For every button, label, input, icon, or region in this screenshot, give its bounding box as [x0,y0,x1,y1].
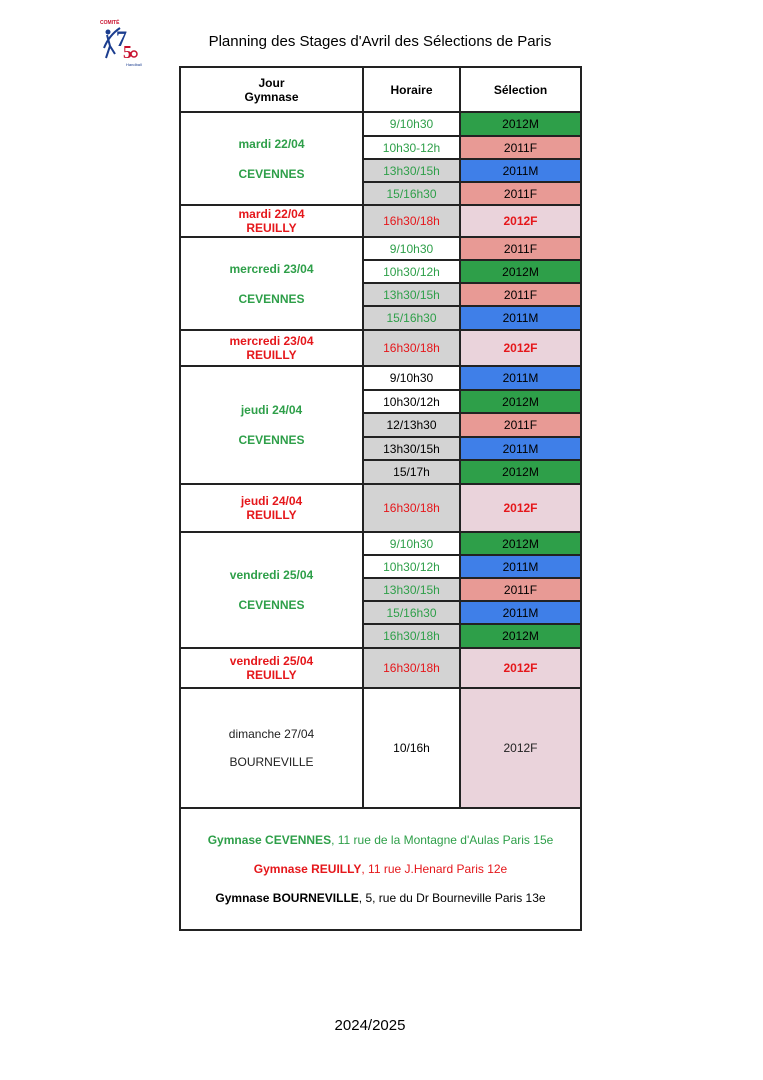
time-cell: 10h30-12h [363,136,460,159]
selection-cell: 2012F [460,484,581,532]
day-label: jeudi 24/04 [240,403,303,417]
schedule-body [180,112,581,808]
selection-cell: 2012M [460,532,581,555]
time-cell: 16h30/18h [363,624,460,648]
time-cell: 9/10h30 [363,532,460,555]
selection-cell: 2011F [460,283,581,306]
selection-cell: 2011F [460,578,581,601]
time-cell: 13h30/15h [363,159,460,182]
table-row [180,484,581,532]
day-label: mercredi 23/04 [229,334,314,348]
svg-text:7: 7 [116,26,127,51]
selection-cell: 2011M [460,601,581,624]
selection-cell: 2011M [460,437,581,460]
selection-cell: 2012F [460,330,581,366]
col-horaire: Horaire [363,67,460,112]
day-gym-cell [180,237,363,330]
table-row [180,648,581,688]
addresses-row [180,808,581,930]
svg-text:5: 5 [123,42,132,62]
selection-cell: 2012M [460,390,581,413]
day-label: mardi 22/04 [238,136,305,151]
time-cell: 9/10h30 [363,112,460,136]
time-cell: 13h30/15h [363,283,460,306]
day-label: mercredi 23/04 [229,261,314,276]
day-label: vendredi 25/04 [229,568,314,582]
time-cell: 10h30/12h [363,390,460,413]
time-cell: 16h30/18h [363,330,460,366]
selection-cell: 2012M [460,260,581,283]
col-jour-gymnase [180,67,363,112]
season-footer: 2024/2025 [334,1017,406,1034]
day-label: vendredi 25/04 [229,654,314,668]
time-cell: 12/13h30 [363,413,460,437]
time-cell: 9/10h30 [363,366,460,390]
selection-cell: 2012M [460,112,581,136]
col-jour-label: Jour [258,75,285,90]
selection-cell: 2011F [460,237,581,260]
selection-cell: 2012F [460,688,581,808]
time-cell: 10/16h [363,688,460,808]
gym-label: REUILLY [246,668,297,682]
time-cell: 9/10h30 [363,237,460,260]
time-cell: 15/16h30 [363,306,460,330]
day-gym-cell [180,688,363,808]
table-row [180,688,581,808]
day-label: dimanche 27/04 [228,727,315,741]
addresses-cell [180,808,581,930]
selection-cell: 2011F [460,182,581,205]
day-gym-cell [180,330,363,366]
time-cell: 13h30/15h [363,578,460,601]
comite-logo-icon [98,18,144,68]
day-label: mardi 22/04 [238,207,305,221]
time-cell: 16h30/18h [363,648,460,688]
table-header-row [180,67,581,112]
page-title: Planning des Stages d'Avril des Sélections de Paris [208,33,552,50]
selection-cell: 2012M [460,460,581,484]
time-cell: 15/16h30 [363,601,460,624]
time-cell: 10h30/12h [363,260,460,283]
svg-text:COMITÉ: COMITÉ [100,20,120,26]
table-row [180,366,581,390]
selection-cell: 2011M [460,366,581,390]
col-selection: Sélection [460,67,581,112]
schedule-table [179,66,582,931]
selection-cell: 2011F [460,413,581,437]
time-cell: 15/17h [363,460,460,484]
time-cell: 16h30/18h [363,205,460,237]
gym-label: REUILLY [246,348,297,362]
selection-cell: 2012F [460,205,581,237]
selection-cell: 2011F [460,136,581,159]
selection-cell: 2011M [460,159,581,182]
col-gymnase-label: Gymnase [244,89,299,104]
table-row [180,112,581,136]
gym-label: CEVENNES [238,291,305,306]
gym-label: CEVENNES [238,166,305,181]
gym-label: REUILLY [246,221,297,235]
time-cell: 10h30/12h [363,555,460,578]
table-row [180,532,581,555]
selection-cell: 2012F [460,648,581,688]
day-gym-cell [180,112,363,205]
time-cell: 15/16h30 [363,182,460,205]
selection-cell: 2011M [460,555,581,578]
gym-label: BOURNEVILLE [229,755,314,769]
gym-label: REUILLY [246,508,297,522]
svg-text:Handball: Handball [126,62,142,67]
day-gym-cell [180,532,363,648]
address-reuilly: Gymnase REUILLY, 11 rue J.Henard Paris 12e [253,861,508,876]
address-bourneville: Gymnase BOURNEVILLE, 5, rue du Dr Bourneville Paris 13e [215,890,546,905]
selection-cell: 2012M [460,624,581,648]
selection-cell: 2011M [460,306,581,330]
gym-label: CEVENNES [238,598,305,612]
gym-label: CEVENNES [238,433,305,447]
day-gym-cell [180,205,363,237]
day-gym-cell [180,484,363,532]
day-label: jeudi 24/04 [240,494,303,508]
table-row [180,330,581,366]
time-cell: 13h30/15h [363,437,460,460]
table-row [180,237,581,260]
address-cevennes: Gymnase CEVENNES, 11 rue de la Montagne d'Aulas Paris 15e [207,832,554,847]
day-gym-cell [180,648,363,688]
time-cell: 16h30/18h [363,484,460,532]
day-gym-cell [180,366,363,484]
table-row [180,205,581,237]
